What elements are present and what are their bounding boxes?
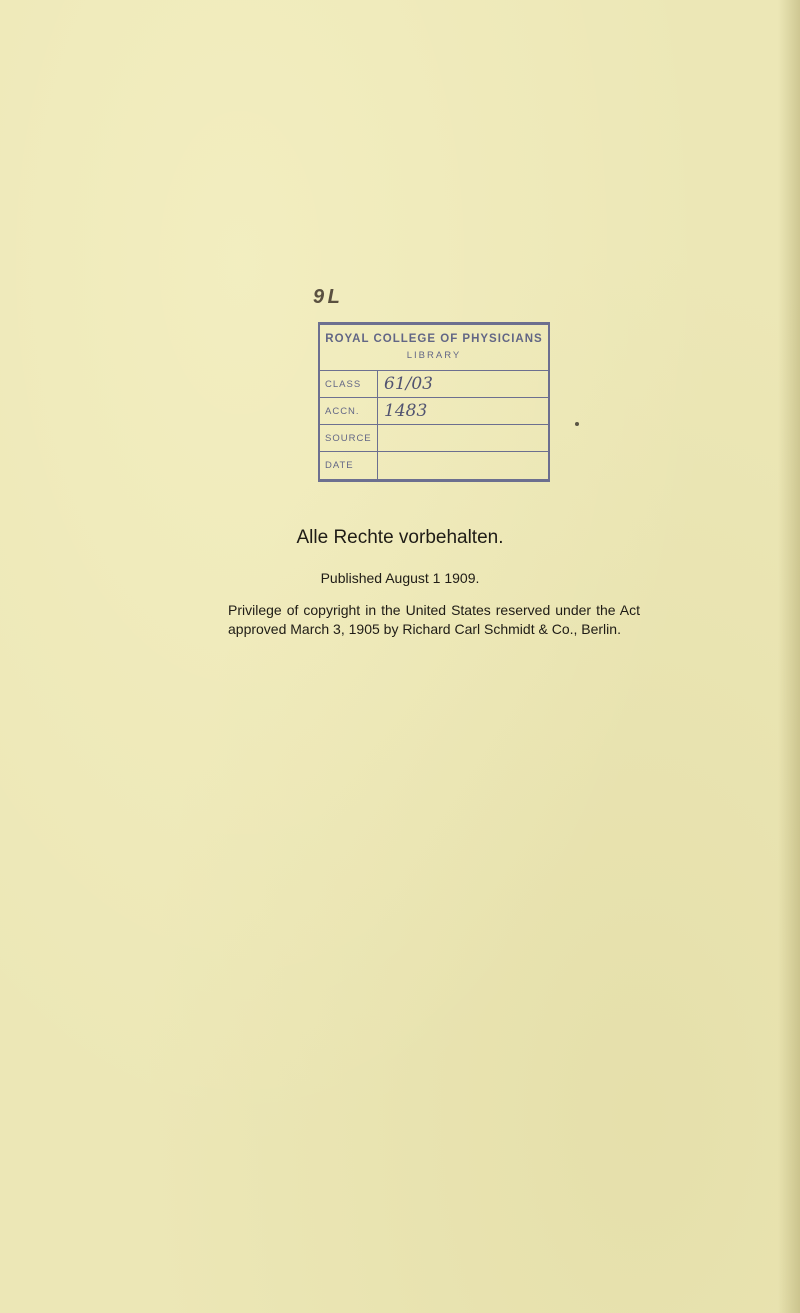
publication-date: Published August 1 1909. (320, 570, 480, 586)
stamp-header (320, 325, 548, 371)
copyright-line-2: approved March 3, 1905 by Richard Carl Schmidt & Co., Berlin. (228, 621, 621, 637)
handwritten-shelfmark: 9 L (313, 286, 339, 308)
stamp-label-date: DATE (320, 452, 378, 479)
library-stamp (318, 322, 550, 482)
stamp-row-date (320, 452, 548, 479)
page-edge-shadow (778, 0, 800, 1313)
stamp-value-class: 61/03 (384, 374, 433, 394)
stamp-subtitle: LIBRARY (406, 350, 462, 361)
stamp-label-source: SOURCE (320, 425, 378, 451)
stamp-institution: ROYAL COLLEGE OF PHYSICIANS (325, 333, 543, 345)
stamp-value-date (378, 452, 548, 479)
stamp-row-accn (320, 398, 548, 425)
stamp-label-class: CLASS (320, 371, 378, 397)
rights-reserved-notice: Alle Rechte vorbehalten. (296, 527, 504, 548)
stamp-label-accn: ACCN. (320, 398, 378, 424)
ink-speck (575, 422, 579, 426)
stamp-value-source (378, 425, 548, 451)
copyright-line-1: Privilege of copyright in the United States reserved under the Act (228, 602, 640, 618)
stamp-row-source (320, 425, 548, 452)
stamp-value-accn: 1483 (384, 401, 428, 421)
copyright-notice (228, 601, 640, 639)
stamp-row-class (320, 371, 548, 398)
